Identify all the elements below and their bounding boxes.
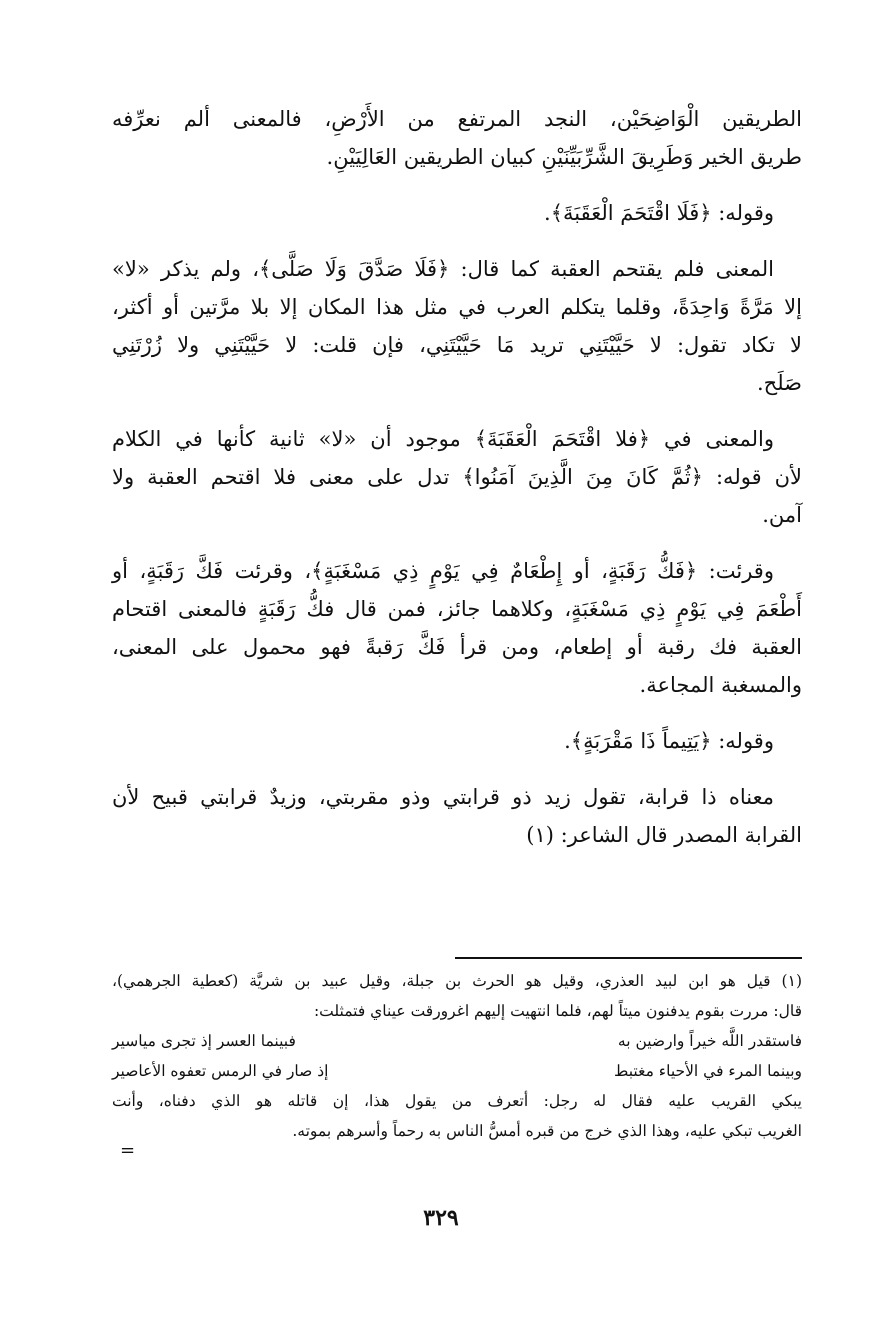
text-line: لا تكاد تقول: لا حَيَّيْتَنِي تريد مَا حَيَّيْتَنِي، فإن قلت: لا حَيَّيْتَنِي ولا زُرْتَنِي xyxy=(112,333,802,357)
page-number: ٣٢٩ xyxy=(423,1205,459,1231)
text-line: القرابة المصدر قال الشاعر: (١) xyxy=(526,823,802,847)
text-line: والمعنى في ﴿فلا اقْتَحَمَ الْعَقَبَةَ﴾ موجود أن «لا» ثانية كأنها في الكلام xyxy=(112,427,774,451)
text-line: وقوله: ﴿يَتِيماً ذَا مَقْرَبَةٍ﴾. xyxy=(564,729,774,753)
text-line: طريق الخير وَطَرِيقَ الشَّرِّبَيِّنَيْنِ كبيان الطريقين العَالِيَيْنِ. xyxy=(326,145,802,169)
footnote-line: يبكي القريب عليه فقال له رجل: أتعرف من يقول هذا، إن قاتله هو الذي دفناه، وأنت xyxy=(112,1092,802,1110)
continuation-mark: = xyxy=(120,1140,136,1161)
paragraph-7 xyxy=(112,778,802,854)
footnote-line: (١) قيل هو ابن لبيد العذري، وقيل هو الحرث بن جبلة، وقيل عبيد بن شريَّة (كعطية الجرهمي)، xyxy=(112,972,802,990)
text-line: معناه ذا قرابة، تقول زيد ذو قرابتي وذو مقربتي، وزيدٌ قرابتي قبيح لأن xyxy=(112,785,774,809)
text-line: لأن قوله: ﴿ثُمَّ كَانَ مِنَ الَّذِينَ آمَنُوا﴾ تدل على معنى فلا اقتحم العقبة ولا xyxy=(112,465,802,489)
text-line: العقبة فك رقبة أو إطعام، ومن قرأ فَكَّ رَقبةً فهو محمول على المعنى، xyxy=(112,635,802,659)
text-line: آمن. xyxy=(762,503,802,527)
text-line: المعنى فلم يقتحم العقبة كما قال: ﴿فَلَا صَدَّقَ وَلَا صَلَّى﴾، ولم يذكر «لا» xyxy=(112,257,774,281)
verse-line xyxy=(112,1026,802,1056)
text-line: الطريقين الْوَاضِحَيْن، النجد المرتفع من الأَرْضِ، فالمعنى ألم نعرِّفه xyxy=(112,107,802,131)
footnote-line: قال: مررت بقوم يدفنون ميتاً لهم، فلما انتهيت إليهم اغرورقت عيناي فتمثلت: xyxy=(313,1002,802,1020)
paragraph-4 xyxy=(112,420,802,534)
verse-first-hemistich: وبينما المرء في الأحياء مغتبط xyxy=(614,1062,802,1080)
verse-second-hemistich: فبينما العسر إذ تجرى مياسير xyxy=(112,1032,296,1050)
main-text xyxy=(112,100,802,872)
paragraph-1 xyxy=(112,100,802,176)
text-line: وقوله: ﴿فَلَا اقْتَحَمَ الْعَقَبَةَ﴾. xyxy=(544,201,774,225)
paragraph-2 xyxy=(112,194,802,232)
paragraph-6 xyxy=(112,722,802,760)
footnote-line: الغريب تبكي عليه، وهذا الذي خرج من قبره أمسُّ الناس به رحماً وأسرهم بموته. xyxy=(292,1122,802,1140)
text-line: صَلَح. xyxy=(756,371,802,395)
verse-second-hemistich: إذ صار في الرمس تعفوه الأعاصير xyxy=(112,1062,329,1080)
paragraph-5 xyxy=(112,552,802,704)
text-line: وقرئت: ﴿فَكُّ رَقَبَةٍ، أو إِطْعَامٌ فِي يَوْمٍ ذِي مَسْغَبَةٍ﴾، وقرئت فَكَّ رَقَبَةٍ، أو xyxy=(112,559,774,583)
text-line: والمسغبة المجاعة. xyxy=(639,673,802,697)
verse-first-hemistich: فاستقدر اللَّه خيراً وارضين به xyxy=(617,1032,802,1050)
paragraph-3 xyxy=(112,250,802,402)
footnote-divider xyxy=(455,957,802,959)
text-line: أَطْعَمَ فِي يَوْمٍ ذِي مَسْغَبَةٍ، وكلاهما جائز، فمن قال فكُّ رَقَبَةٍ فالمعنى اقتحام xyxy=(112,597,802,621)
verse-line xyxy=(112,1056,802,1086)
text-line: إلا مَرَّةً وَاحِدَةً، وقلما يتكلم العرب في مثل هذا المكان إلا بلا مرَّتين أو أكثر، xyxy=(112,295,802,319)
footnote-section xyxy=(112,966,802,1146)
